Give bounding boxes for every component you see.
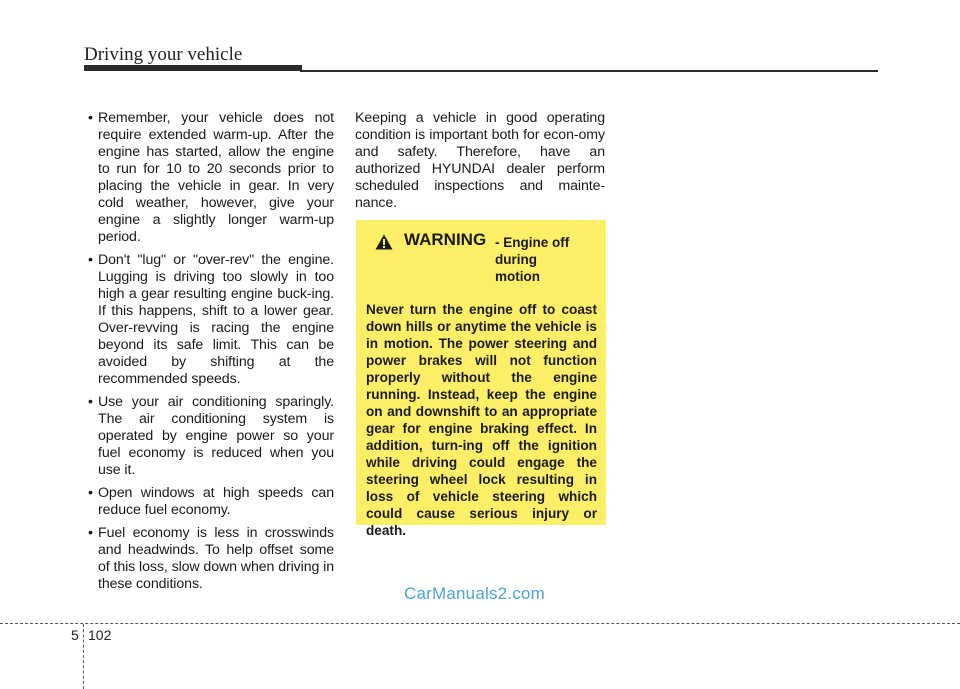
tip-lug-over-rev: • Don't "lug" or "over-rev" the engine. Lugging is driving too slowly in too high a gear resulting engine buck-ing. If this happens, shift to a lower gear. Over-revving is racing the engine beyond its safe limit. This can be avoided by shifting at the recommended speeds.: [88, 252, 334, 388]
tip-air-conditioning: • Use your air conditioning sparingly. The air conditioning system is operated by engine power so your fuel economy is reduced when you use it.: [88, 394, 334, 479]
warning-label: WARNING: [404, 230, 487, 249]
footer-divider: [0, 623, 960, 624]
tips-list: [88, 110, 334, 593]
warning-header: [366, 232, 597, 284]
watermark-link[interactable]: CarManuals2.com: [404, 584, 545, 603]
maintenance-paragraph: Keeping a vehicle in good operating condition is important both for econ-omy and safety. Therefore, have an authorized HYUNDAI dealer perform scheduled inspections and mainte-nance.: [355, 110, 605, 211]
header-rule-thin: [300, 70, 878, 72]
header-rule-thick: [84, 65, 302, 71]
tip-crosswinds: • Fuel economy is less in crosswinds and headwinds. To help offset some of this loss, slow down when driving in these conditions.: [88, 525, 334, 593]
warning-triangle-icon: [375, 234, 393, 250]
footer-vertical-divider: [83, 624, 84, 689]
chapter-number: 5: [71, 627, 79, 643]
tip-open-windows: • Open windows at high speeds can reduce fuel economy.: [88, 485, 334, 519]
warning-box: [356, 220, 606, 538]
warning-subtitle: - Engine off during motion: [495, 235, 570, 284]
page-number: 102: [88, 627, 112, 643]
left-column: [88, 110, 334, 599]
warning-body: Never turn the engine off to coast down hills or anytime the vehicle is in motion. The power steering and power brakes will not function properly without the engine running. Instead, keep the engine on and downshift to an appropriate gear for engine braking effect. In addition, turn-ing off the ignition while driving could engage the steering wheel lock resulting in loss of vehicle steering which could cause serious injury or death.: [366, 302, 597, 538]
tip-warm-up: • Remember, your vehicle does not require extended warm-up. After the engine has started, allow the engine to run for 10 to 20 seconds prior to placing the vehicle in gear. In very cold weather, however, give your engine a slightly longer warm-up period.: [88, 110, 334, 246]
page-header-title: Driving your vehicle: [84, 44, 243, 65]
